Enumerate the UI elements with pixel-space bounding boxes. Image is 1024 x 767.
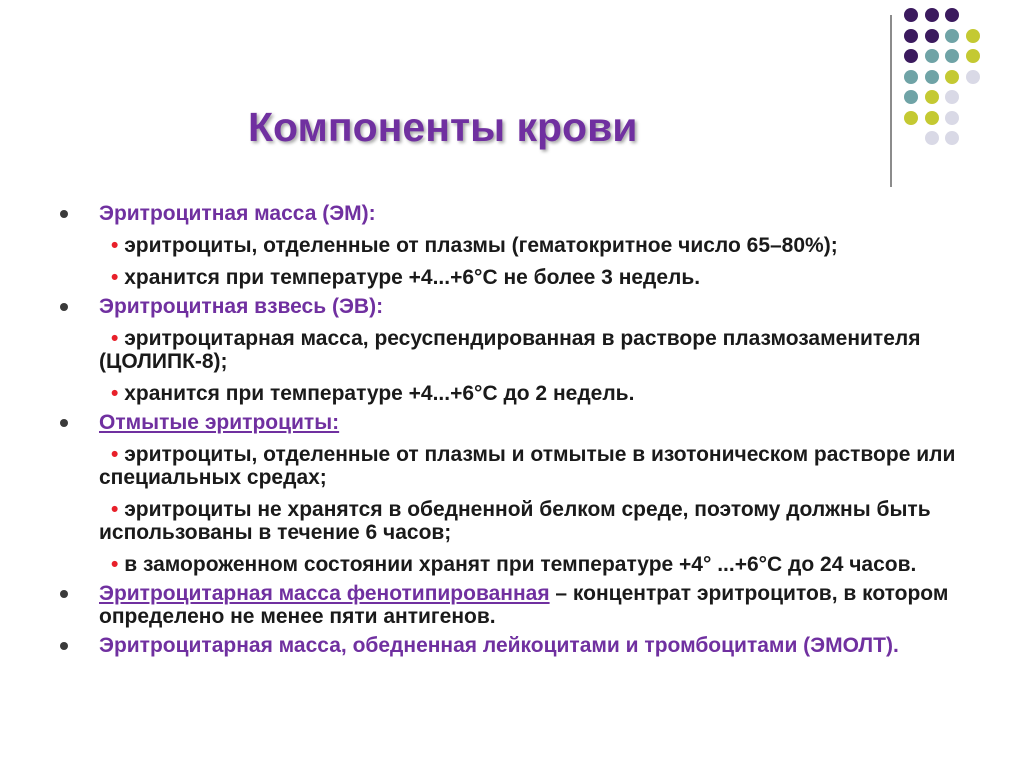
decor-dot [966,70,980,84]
red-bullet-icon: • [111,234,119,257]
bullet-icon [60,303,68,311]
list-item [60,411,980,576]
decor-dot [925,111,939,125]
list-item [60,582,980,628]
sub-item [60,327,980,373]
decor-dot [925,29,939,43]
sub-item-text: хранится при температуре +4...+6°С до 2 недель. [124,382,635,405]
decor-dot [904,111,918,125]
list-item [60,634,980,657]
dot-grid-decoration [904,8,1014,168]
decor-dot [945,90,959,104]
red-bullet-icon: • [111,327,119,350]
list-item-heading [60,411,980,434]
item-heading-text: Эритроцитарная масса, обедненная лейкоцитами и тромбоцитами (ЭМОЛТ). [99,634,899,657]
item-heading-rest: – концентрат эритроцитов, в котором определено не менее пяти антигенов. [99,582,949,628]
sub-item [60,234,980,257]
decor-dot [925,8,939,22]
decor-dot [966,49,980,63]
decor-dot [904,90,918,104]
divider-line [890,15,892,187]
sub-item-text: эритроциты не хранятся в обедненной белком среде, поэтому должны быть использованы в течение 6 часов; [99,498,931,544]
decor-dot [945,49,959,63]
bullet-icon [60,642,68,650]
decor-dot [925,49,939,63]
sub-item-text: эритроциты, отделенные от плазмы (гематокритное число 65–80%); [124,234,838,257]
red-bullet-icon: • [111,443,119,466]
list-item-heading [60,295,980,318]
decor-dot [904,8,918,22]
red-bullet-icon: • [111,553,119,576]
item-heading-text: Эритроцитарная масса фенотипированная [99,582,550,605]
sub-item [60,443,980,489]
red-bullet-icon: • [111,266,119,289]
sub-item [60,266,980,289]
bullet-icon [60,590,68,598]
item-heading-text: Отмытые эритроциты: [99,411,340,434]
list-item-heading [60,582,980,628]
decor-dot [945,29,959,43]
item-heading-text: Эритроцитная взвесь (ЭВ): [99,295,384,318]
decor-dot [966,29,980,43]
decor-dot [945,131,959,145]
decor-dot [904,29,918,43]
decor-dot [904,49,918,63]
decor-dot [945,70,959,84]
list-item-heading [60,634,980,657]
sub-item [60,498,980,544]
decor-dot [925,70,939,84]
sub-item [60,382,980,405]
list-item [60,295,980,405]
red-bullet-icon: • [111,498,119,521]
sub-item-text: в замороженном состоянии хранят при температуре +4° ...+6°С до 24 часов. [124,553,917,576]
sub-item-text: эритроцитарная масса, ресуспендированная в растворе плазмозаменителя (ЦОЛИПК-8); [99,327,921,373]
sub-item-text: хранится при температуре +4...+6°С не более 3 недель. [124,266,701,289]
red-bullet-icon: • [111,382,119,405]
sub-item [60,553,980,576]
slide-content [60,196,980,657]
decor-dot [945,111,959,125]
sub-item-text: эритроциты, отделенные от плазмы и отмытые в изотоническом растворе или специальных средах; [99,443,956,489]
bullet-icon [60,210,68,218]
item-heading-text: Эритроцитная масса (ЭМ): [99,202,376,225]
list-item [60,202,980,289]
decor-dot [945,8,959,22]
decor-dot [925,90,939,104]
decor-dot [925,131,939,145]
list-item-heading [60,202,980,225]
slide-title: Компоненты крови [248,104,638,150]
decor-dot [904,70,918,84]
bullet-icon [60,419,68,427]
